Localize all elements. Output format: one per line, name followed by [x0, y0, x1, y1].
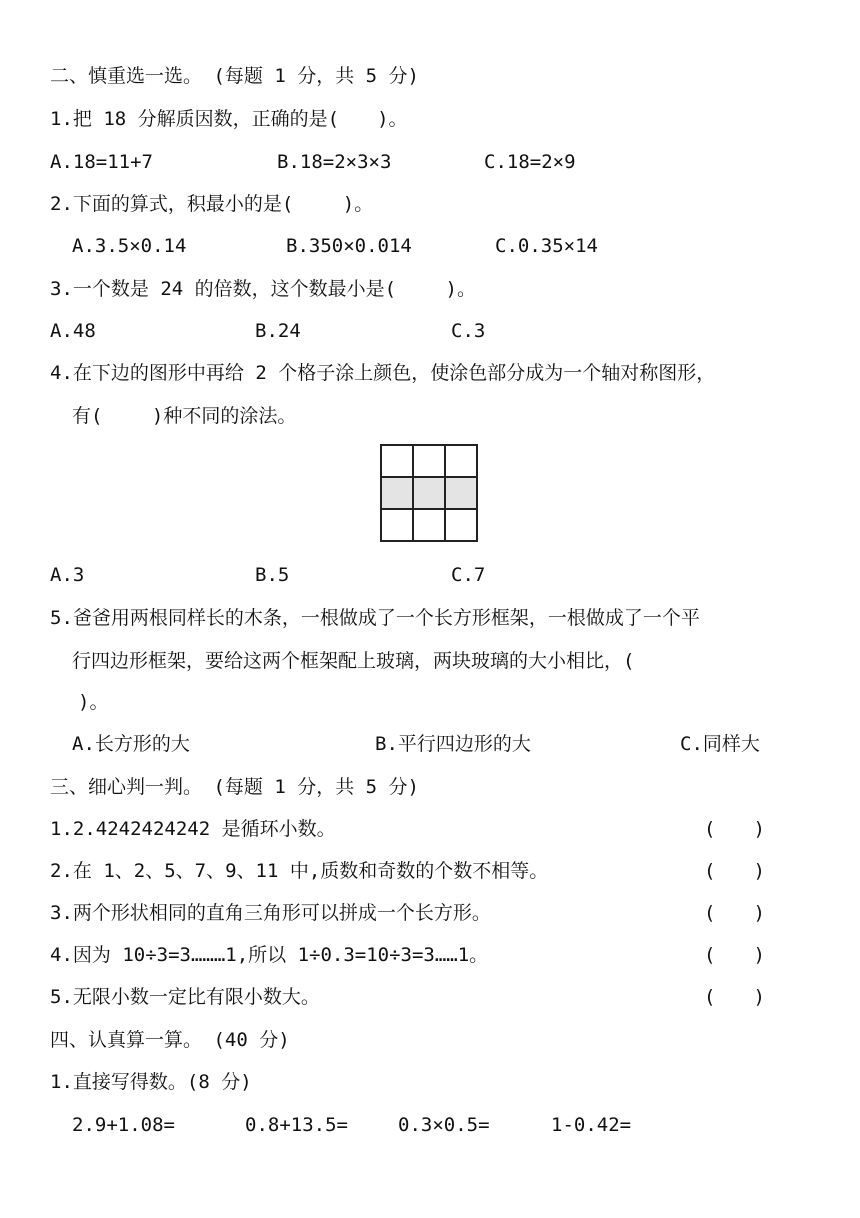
q5-option-a: A.长方形的大 — [72, 733, 190, 755]
q1-option-a: A.18=11+7 — [50, 151, 153, 173]
question-5-line-1: 5.爸爸用两根同样长的木条，一根做成了一个长方形框架，一根做成了一个平 — [50, 607, 700, 629]
judge-item-2-paren: ( ) — [704, 860, 765, 882]
q3-option-b: B.24 — [255, 320, 301, 342]
judge-item-1-paren: ( ) — [704, 818, 765, 840]
q2-option-b: B.350×0.014 — [286, 235, 412, 257]
question-4-line-2: 有( )种不同的涂法。 — [72, 405, 297, 427]
q2-option-a: A.3.5×0.14 — [72, 235, 187, 257]
q3-option-a: A.48 — [50, 320, 96, 342]
grid-cell-1-0 — [381, 477, 413, 509]
judge-item-4-paren: ( ) — [704, 944, 765, 966]
q5-option-c: C.同样大 — [680, 733, 760, 755]
q4-option-a: A.3 — [50, 564, 85, 586]
judge-item-5-paren: ( ) — [704, 986, 765, 1008]
grid-cell-1-2 — [445, 477, 477, 509]
grid-cell-0-1 — [413, 445, 445, 477]
q1-option-c: C.18=2×9 — [484, 151, 576, 173]
judge-item-5: 5.无限小数一定比有限小数大。 — [50, 986, 320, 1008]
section-3-title: 三、细心判一判。 (每题 1 分，共 5 分) — [50, 776, 419, 798]
grid-cell-2-0 — [381, 509, 413, 541]
question-3: 3.一个数是 24 的倍数，这个数最小是( )。 — [50, 278, 476, 300]
section-4-sub-1: 1.直接写得数。(8 分) — [50, 1071, 252, 1093]
q4-option-b: B.5 — [255, 564, 290, 586]
calc-4: 1-0.42= — [551, 1114, 632, 1136]
calc-3: 0.3×0.5= — [398, 1114, 490, 1136]
question-4-line-1: 4.在下边的图形中再给 2 个格子涂上颜色，使涂色部分成为一个轴对称图形， — [50, 362, 716, 384]
grid-cell-0-0 — [381, 445, 413, 477]
calc-2: 0.8+13.5= — [245, 1114, 348, 1136]
grid-cell-2-2 — [445, 509, 477, 541]
question-5-line-2: 行四边形框架，要给这两个框架配上玻璃，两块玻璃的大小相比，( — [72, 650, 635, 672]
grid-figure — [380, 444, 478, 542]
question-5-line-3: )。 — [78, 691, 109, 713]
q3-option-c: C.3 — [451, 320, 486, 342]
question-2: 2.下面的算式，积最小的是( )。 — [50, 193, 374, 215]
q5-option-b: B.平行四边形的大 — [375, 733, 531, 755]
section-4-title: 四、认真算一算。 (40 分) — [50, 1029, 290, 1051]
judge-item-2: 2.在 1、2、5、7、9、11 中,质数和奇数的个数不相等。 — [50, 860, 549, 882]
calc-1: 2.9+1.08= — [72, 1114, 175, 1136]
grid-cell-2-1 — [413, 509, 445, 541]
question-1: 1.把 18 分解质因数，正确的是( )。 — [50, 108, 408, 130]
judge-item-4: 4.因为 10÷3=3………1,所以 1÷0.3=10÷3=3……1。 — [50, 944, 489, 966]
q4-option-c: C.7 — [451, 564, 486, 586]
grid-cell-1-1 — [413, 477, 445, 509]
grid-cell-0-2 — [445, 445, 477, 477]
q2-option-c: C.0.35×14 — [495, 235, 598, 257]
judge-item-1: 1.2.4242424242 是循环小数。 — [50, 818, 336, 840]
section-2-title: 二、慎重选一选。 (每题 1 分，共 5 分) — [50, 65, 419, 87]
q1-option-b: B.18=2×3×3 — [277, 151, 392, 173]
judge-item-3: 3.两个形状相同的直角三角形可以拼成一个长方形。 — [50, 902, 491, 924]
judge-item-3-paren: ( ) — [704, 902, 765, 924]
